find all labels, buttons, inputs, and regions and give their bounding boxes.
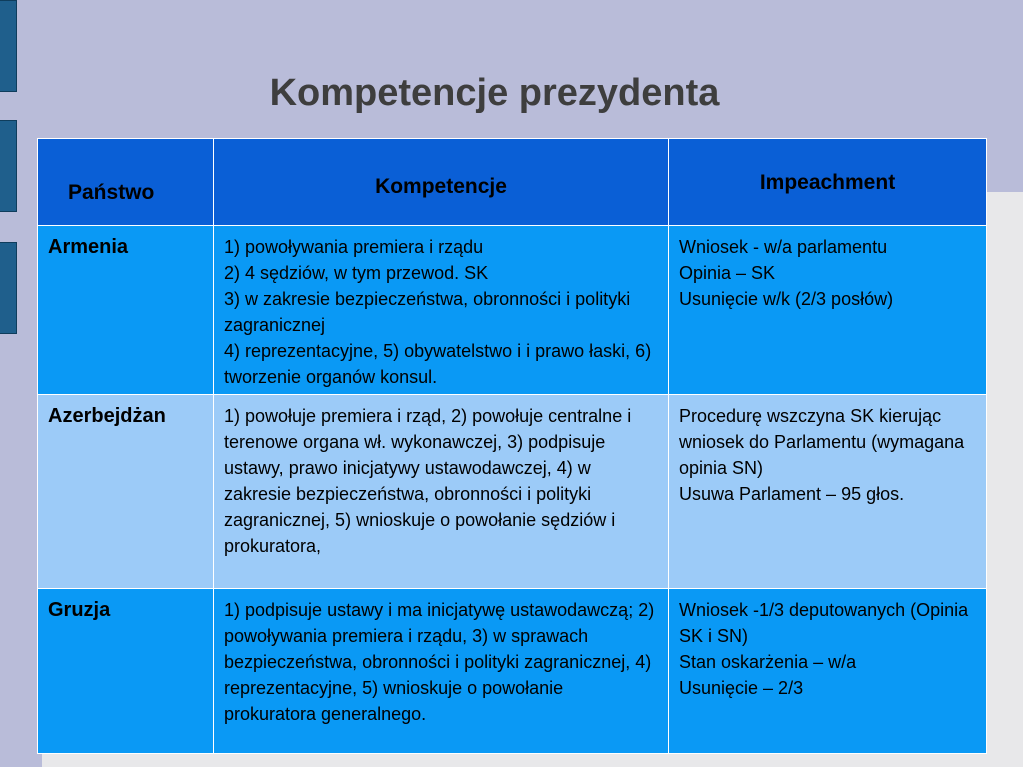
impeachment-text: Wniosek - w/a parlamentu Opinia – SK Usunięcie w/k (2/3 posłów) <box>679 237 894 309</box>
side-decoration-bar <box>0 242 17 334</box>
competences-cell <box>214 589 669 754</box>
country-cell <box>38 395 214 589</box>
competences-cell <box>214 226 669 395</box>
impeachment-cell <box>669 226 987 395</box>
competences-table <box>37 138 987 754</box>
country-cell <box>38 226 214 395</box>
competences-text: 1) podpisuje ustawy i ma inicjatywę ustawodawczą; 2) powoływania premiera i rządu, 3) w sprawach bezpieczeństwa, obronności i polityki zagranicznej, 4) reprezentacyjne, 5) wnioskuje o powołanie prokuratora generalnego. <box>224 600 655 724</box>
impeachment-cell <box>669 589 987 754</box>
country-name: Gruzja <box>48 599 111 621</box>
slide-title <box>0 72 1023 115</box>
competences-cell <box>214 395 669 589</box>
impeachment-text: Procedurę wszczyna SK kierując wniosek do Parlamentu (wymagana opinia SN) Usuwa Parlament – 95 głos. <box>679 406 965 504</box>
header-impeachment <box>669 139 987 226</box>
competences-text: 1) powoływania premiera i rządu 2) 4 sędziów, w tym przewod. SK 3) w zakresie bezpieczeństwa, obronności i polityki zagranicznej 4) reprezentacyjne, 5) obywatelstwo i i prawo łaski, 6) tworzenie organów konsul. <box>224 237 652 387</box>
header-country-label: Państwo <box>68 181 155 204</box>
table-header-row <box>38 139 987 226</box>
impeachment-cell <box>669 395 987 589</box>
header-competences <box>214 139 669 226</box>
country-name: Azerbejdżan <box>48 405 166 427</box>
header-country <box>38 139 214 226</box>
impeachment-text: Wniosek -1/3 deputowanych (Opinia SK i SN) Stan oskarżenia – w/a Usunięcie – 2/3 <box>679 600 969 698</box>
country-name: Armenia <box>48 236 129 258</box>
side-decoration-bar <box>0 120 17 212</box>
table-row <box>38 395 987 589</box>
table-row <box>38 589 987 754</box>
header-impeachment-label: Impeachment <box>759 171 896 194</box>
country-cell <box>38 589 214 754</box>
competences-text: 1) powołuje premiera i rząd, 2) powołuje centralne i terenowe organa wł. wykonawczej, 3) podpisuje ustawy, prawo inicjatywy ustawodawczej, 4) w zakresie bezpieczeństwa, obronności i polityki zagranicznej, 5) wnioskuje o powołanie sędziów i prokuratora, <box>224 406 632 556</box>
table-row <box>38 226 987 395</box>
header-competences-label: Kompetencje <box>375 175 507 198</box>
slide-title-text: Kompetencje prezydenta <box>269 72 720 114</box>
